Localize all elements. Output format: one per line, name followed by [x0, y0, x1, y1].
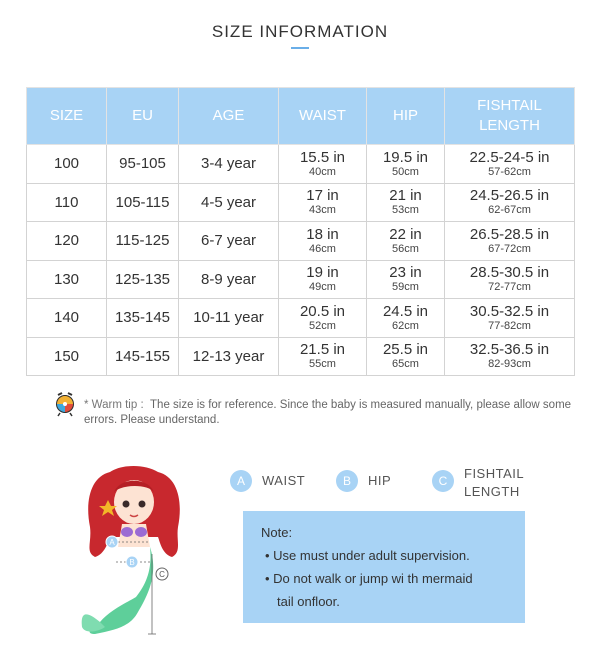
waist-in: 18 in: [306, 225, 339, 243]
hip-cm: 65cm: [392, 358, 419, 371]
cell-waist: [279, 337, 367, 376]
header-size: SIZE: [27, 88, 107, 145]
cell-eu: 115-125: [107, 222, 179, 261]
hip-in: 25.5 in: [382, 341, 429, 359]
tip-text: [84, 398, 584, 428]
hip-in: 19.5 in: [382, 148, 429, 166]
title-underline: [291, 47, 309, 49]
tail-in: 24.5-26.5 in: [469, 187, 550, 205]
mermaid-illustration: [70, 462, 200, 637]
cell-fishtail: [445, 183, 575, 222]
tail-cm: 82-93cm: [488, 358, 531, 371]
cell-hip: [367, 299, 445, 338]
cell-size: 130: [27, 260, 107, 299]
header-eu: EU: [107, 88, 179, 145]
legend-label-waist: WAIST: [262, 473, 306, 488]
waist-in: 20.5 in: [299, 302, 346, 320]
cell-waist: [279, 145, 367, 184]
note-line-3: tail onfloor.: [277, 594, 340, 609]
cell-age: 3-4 year: [179, 145, 279, 184]
waist-cm: 52cm: [309, 319, 336, 332]
badge-b: B: [336, 470, 358, 492]
cell-waist: [279, 222, 367, 261]
cell-size: 140: [27, 299, 107, 338]
note-title: Note:: [261, 525, 293, 540]
cell-eu: 95-105: [107, 145, 179, 184]
svg-text:C: C: [159, 570, 165, 579]
table-header-row: [27, 88, 575, 145]
cell-fishtail: [445, 222, 575, 261]
tail-in: 28.5-30.5 in: [469, 264, 550, 282]
legend-item-fishtail: [432, 465, 544, 501]
cell-eu: 145-155: [107, 337, 179, 376]
tail-cm: 72-77cm: [488, 281, 531, 294]
cell-size: 110: [27, 183, 107, 222]
header-fishtail-text: FISHTAIL LENGTH: [477, 97, 542, 134]
cell-hip: [367, 222, 445, 261]
note-box: [243, 511, 525, 623]
tip-label: * Warm tip :: [84, 399, 144, 411]
cell-eu: 105-115: [107, 183, 179, 222]
cell-hip: [367, 145, 445, 184]
legend-item-waist: [230, 465, 305, 492]
cell-age: 8-9 year: [179, 260, 279, 299]
waist-in: 15.5 in: [299, 148, 346, 166]
waist-cm: 43cm: [309, 204, 336, 217]
tip-body: The size is for reference. Since the baby is measured manually, please allow some errors. Please understand.: [84, 399, 572, 426]
legend-label-hip: HIP: [368, 473, 392, 488]
legend-label-fishtail: FISHTAIL LENGTH: [464, 466, 524, 499]
svg-text:A: A: [109, 538, 115, 547]
legend-item-hip: [336, 465, 391, 492]
note-line-2: • Do not walk or jump wi th mermaid: [265, 571, 473, 586]
waist-in: 19 in: [306, 264, 339, 282]
hip-cm: 62cm: [392, 319, 419, 332]
cell-fishtail: [445, 337, 575, 376]
table-row: [27, 260, 575, 299]
cell-hip: [367, 337, 445, 376]
cell-age: 12-13 year: [179, 337, 279, 376]
hip-cm: 53cm: [392, 204, 419, 217]
hip-cm: 59cm: [392, 281, 419, 294]
tail-cm: 62-67cm: [488, 204, 531, 217]
hip-in: 21 in: [389, 187, 422, 205]
table-row: [27, 222, 575, 261]
tail-in: 22.5-24-5 in: [469, 148, 550, 166]
header-fishtail-length: [445, 88, 575, 145]
cell-waist: [279, 299, 367, 338]
waist-cm: 46cm: [309, 242, 336, 255]
tail-cm: 67-72cm: [488, 242, 531, 255]
header-age: AGE: [179, 88, 279, 145]
waist-cm: 40cm: [309, 165, 336, 178]
cell-hip: [367, 183, 445, 222]
hip-in: 24.5 in: [382, 302, 429, 320]
waist-in: 17 in: [306, 187, 339, 205]
cell-waist: [279, 260, 367, 299]
tail-in: 26.5-28.5 in: [469, 225, 550, 243]
tail-cm: 77-82cm: [488, 319, 531, 332]
cell-eu: 135-145: [107, 299, 179, 338]
waist-in: 21.5 in: [299, 341, 346, 359]
hip-in: 23 in: [389, 264, 422, 282]
cell-eu: 125-135: [107, 260, 179, 299]
table-row: [27, 183, 575, 222]
badge-a: A: [230, 470, 252, 492]
cell-size: 100: [27, 145, 107, 184]
note-line-1: • Use must under adult supervision.: [265, 548, 470, 563]
cell-waist: [279, 183, 367, 222]
cell-age: 4-5 year: [179, 183, 279, 222]
hip-in: 22 in: [389, 225, 422, 243]
cell-hip: [367, 260, 445, 299]
waist-cm: 49cm: [309, 281, 336, 294]
table-row: [27, 337, 575, 376]
tail-in: 30.5-32.5 in: [469, 302, 550, 320]
cell-size: 120: [27, 222, 107, 261]
svg-text:B: B: [129, 558, 135, 567]
hip-cm: 56cm: [392, 242, 419, 255]
measurement-legend: [230, 465, 600, 505]
header-hip: HIP: [367, 88, 445, 145]
page-title: SIZE INFORMATION: [211, 22, 389, 41]
cell-fishtail: [445, 260, 575, 299]
cell-fishtail: [445, 145, 575, 184]
alarm-clock-icon: [54, 390, 76, 418]
waist-cm: 55cm: [309, 358, 336, 371]
cell-age: 10-11 year: [179, 299, 279, 338]
cell-fishtail: [445, 299, 575, 338]
table-row: [27, 299, 575, 338]
badge-c: C: [432, 470, 454, 492]
header-waist: WAIST: [279, 88, 367, 145]
tail-cm: 57-62cm: [488, 165, 531, 178]
size-table: [26, 87, 575, 376]
cell-size: 150: [27, 337, 107, 376]
cell-age: 6-7 year: [179, 222, 279, 261]
table-row: [27, 145, 575, 184]
tail-in: 32.5-36.5 in: [469, 341, 550, 359]
hip-cm: 50cm: [392, 165, 419, 178]
